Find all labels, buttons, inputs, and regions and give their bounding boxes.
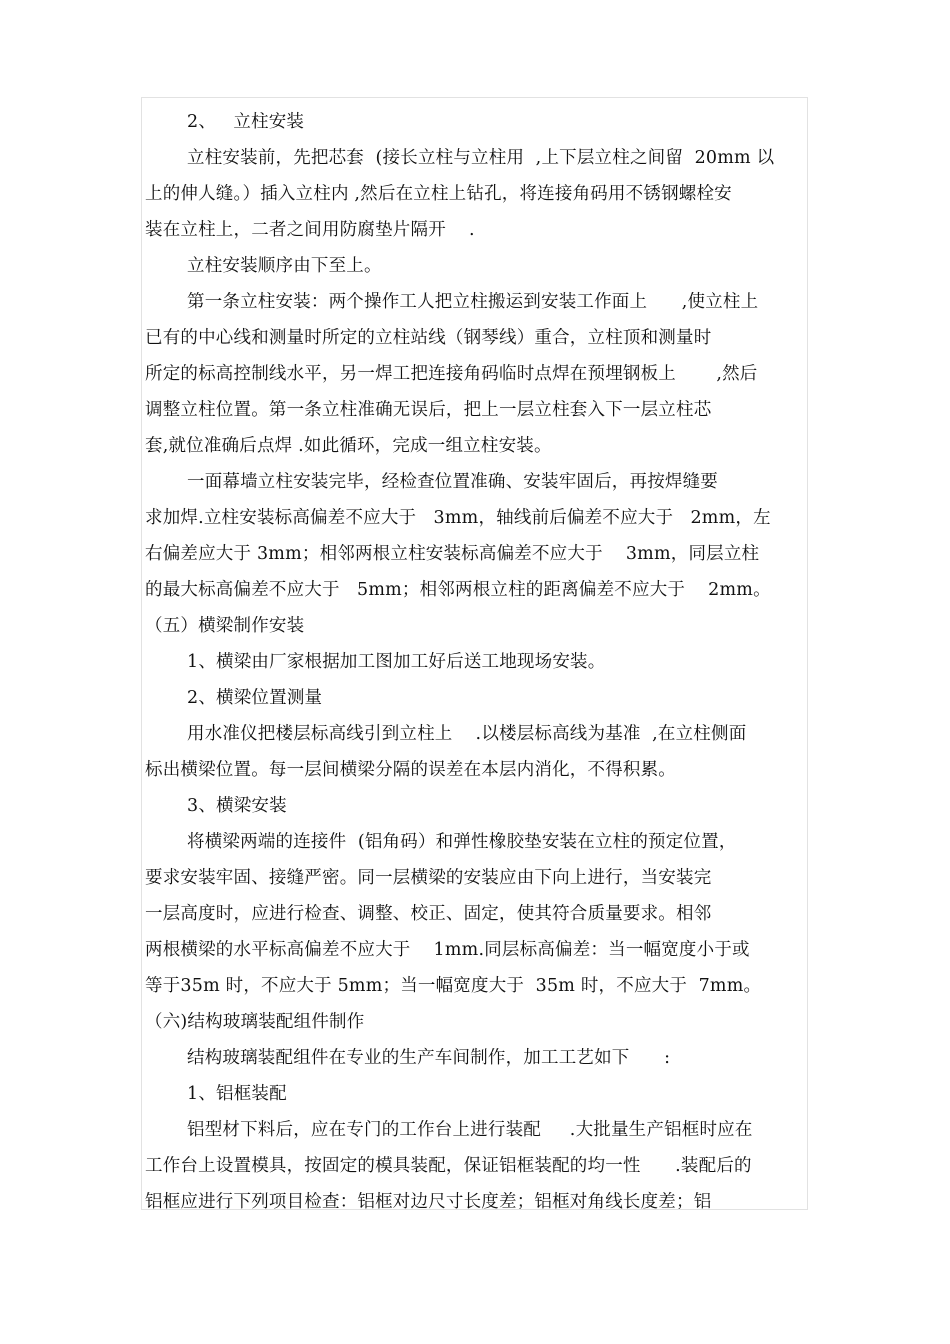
text-line: 的最大标高偏差不应大于 5mm；相邻两根立柱的距离偏差不应大于 2mm。 — [145, 580, 771, 600]
text-line: 第一条立柱安装：两个操作工人把立柱搬运到安装工作面上 ,使立柱上 — [187, 292, 759, 312]
text-line: 右偏差应大于 3mm；相邻两根立柱安装标高偏差不应大于 3mm，同层立柱 — [145, 544, 760, 564]
document-page — [141, 97, 808, 1210]
text-line: （六)结构玻璃装配组件制作 — [145, 1012, 365, 1032]
text-line: 一层高度时，应进行检查、调整、校正、固定，使其符合质量要求。相邻 — [145, 904, 712, 924]
text-line: 用水准仪把楼层标高线引到立柱上 .以楼层标高线为基准 ,在立柱侧面 — [187, 724, 747, 744]
text-line: 装在立柱上，二者之间用防腐垫片隔开 . — [145, 220, 475, 240]
text-line: 已有的中心线和测量时所定的立柱站线（钢琴线）重合，立柱顶和测量时 — [145, 328, 712, 348]
text-line: 两根横梁的水平标高偏差不应大于 1mm.同层标高偏差：当一幅宽度小于或 — [145, 940, 750, 960]
text-line: 所定的标高控制线水平，另一焊工把连接角码临时点焊在预埋钢板上 ,然后 — [145, 364, 758, 384]
text-line: 1、横梁由厂家根据加工图加工好后送工地现场安装。 — [187, 652, 606, 672]
text-line: 等于35m 时，不应大于 5mm；当一幅宽度大于 35m 时，不应大于 7mm。 — [145, 976, 762, 996]
text-line: 工作台上设置模具，按固定的模具装配，保证铝框装配的均一性 .装配后的 — [145, 1156, 752, 1176]
text-line: 铝型材下料后，应在专门的工作台上进行装配 .大批量生产铝框时应在 — [187, 1120, 753, 1140]
text-line: 标出横梁位置。每一层间横梁分隔的误差在本层内消化，不得积累。 — [145, 760, 676, 780]
text-line: 调整立柱位置。第一条立柱准确无误后，把上一层立柱套入下一层立柱芯 — [145, 400, 712, 420]
text-line: 铝框应进行下列项目检查：铝框对边尺寸长度差；铝框对角线长度差；铝 — [145, 1192, 712, 1210]
document-text — [145, 104, 808, 1210]
text-line: 1、铝框装配 — [187, 1084, 287, 1104]
text-line: 结构玻璃装配组件在专业的生产车间制作，加工工艺如下 : — [187, 1048, 671, 1068]
text-line: 套,就位准确后点焊 .如此循环，完成一组立柱安装。 — [145, 436, 552, 456]
text-line: 求加焊.立柱安装标高偏差不应大于 3mm，轴线前后偏差不应大于 2mm，左 — [145, 508, 771, 528]
text-line: 2、横梁位置测量 — [187, 688, 323, 708]
text-line: 3、横梁安装 — [187, 796, 287, 816]
text-line: 将横梁两端的连接件 (铝角码）和弹性橡胶垫安装在立柱的预定位置， — [187, 832, 737, 852]
text-line: 2、 立柱安装 — [187, 112, 305, 132]
text-line: （五）横梁制作安装 — [145, 616, 305, 636]
text-line: 一面幕墙立柱安装完毕，经检查位置准确、安装牢固后，再按焊缝要 — [187, 472, 718, 492]
text-line: 立柱安装前，先把芯套 (接长立柱与立柱用 ,上下层立柱之间留 20mm 以 — [187, 148, 775, 168]
text-line: 立柱安装顺序由下至上。 — [187, 256, 382, 276]
text-line: 要求安装牢固、接缝严密。同一层横梁的安装应由下向上进行，当安装完 — [145, 868, 712, 888]
text-line: 上的伸人缝。）插入立柱内 ,然后在立柱上钻孔，将连接角码用不锈钢螺栓安 — [145, 184, 732, 204]
